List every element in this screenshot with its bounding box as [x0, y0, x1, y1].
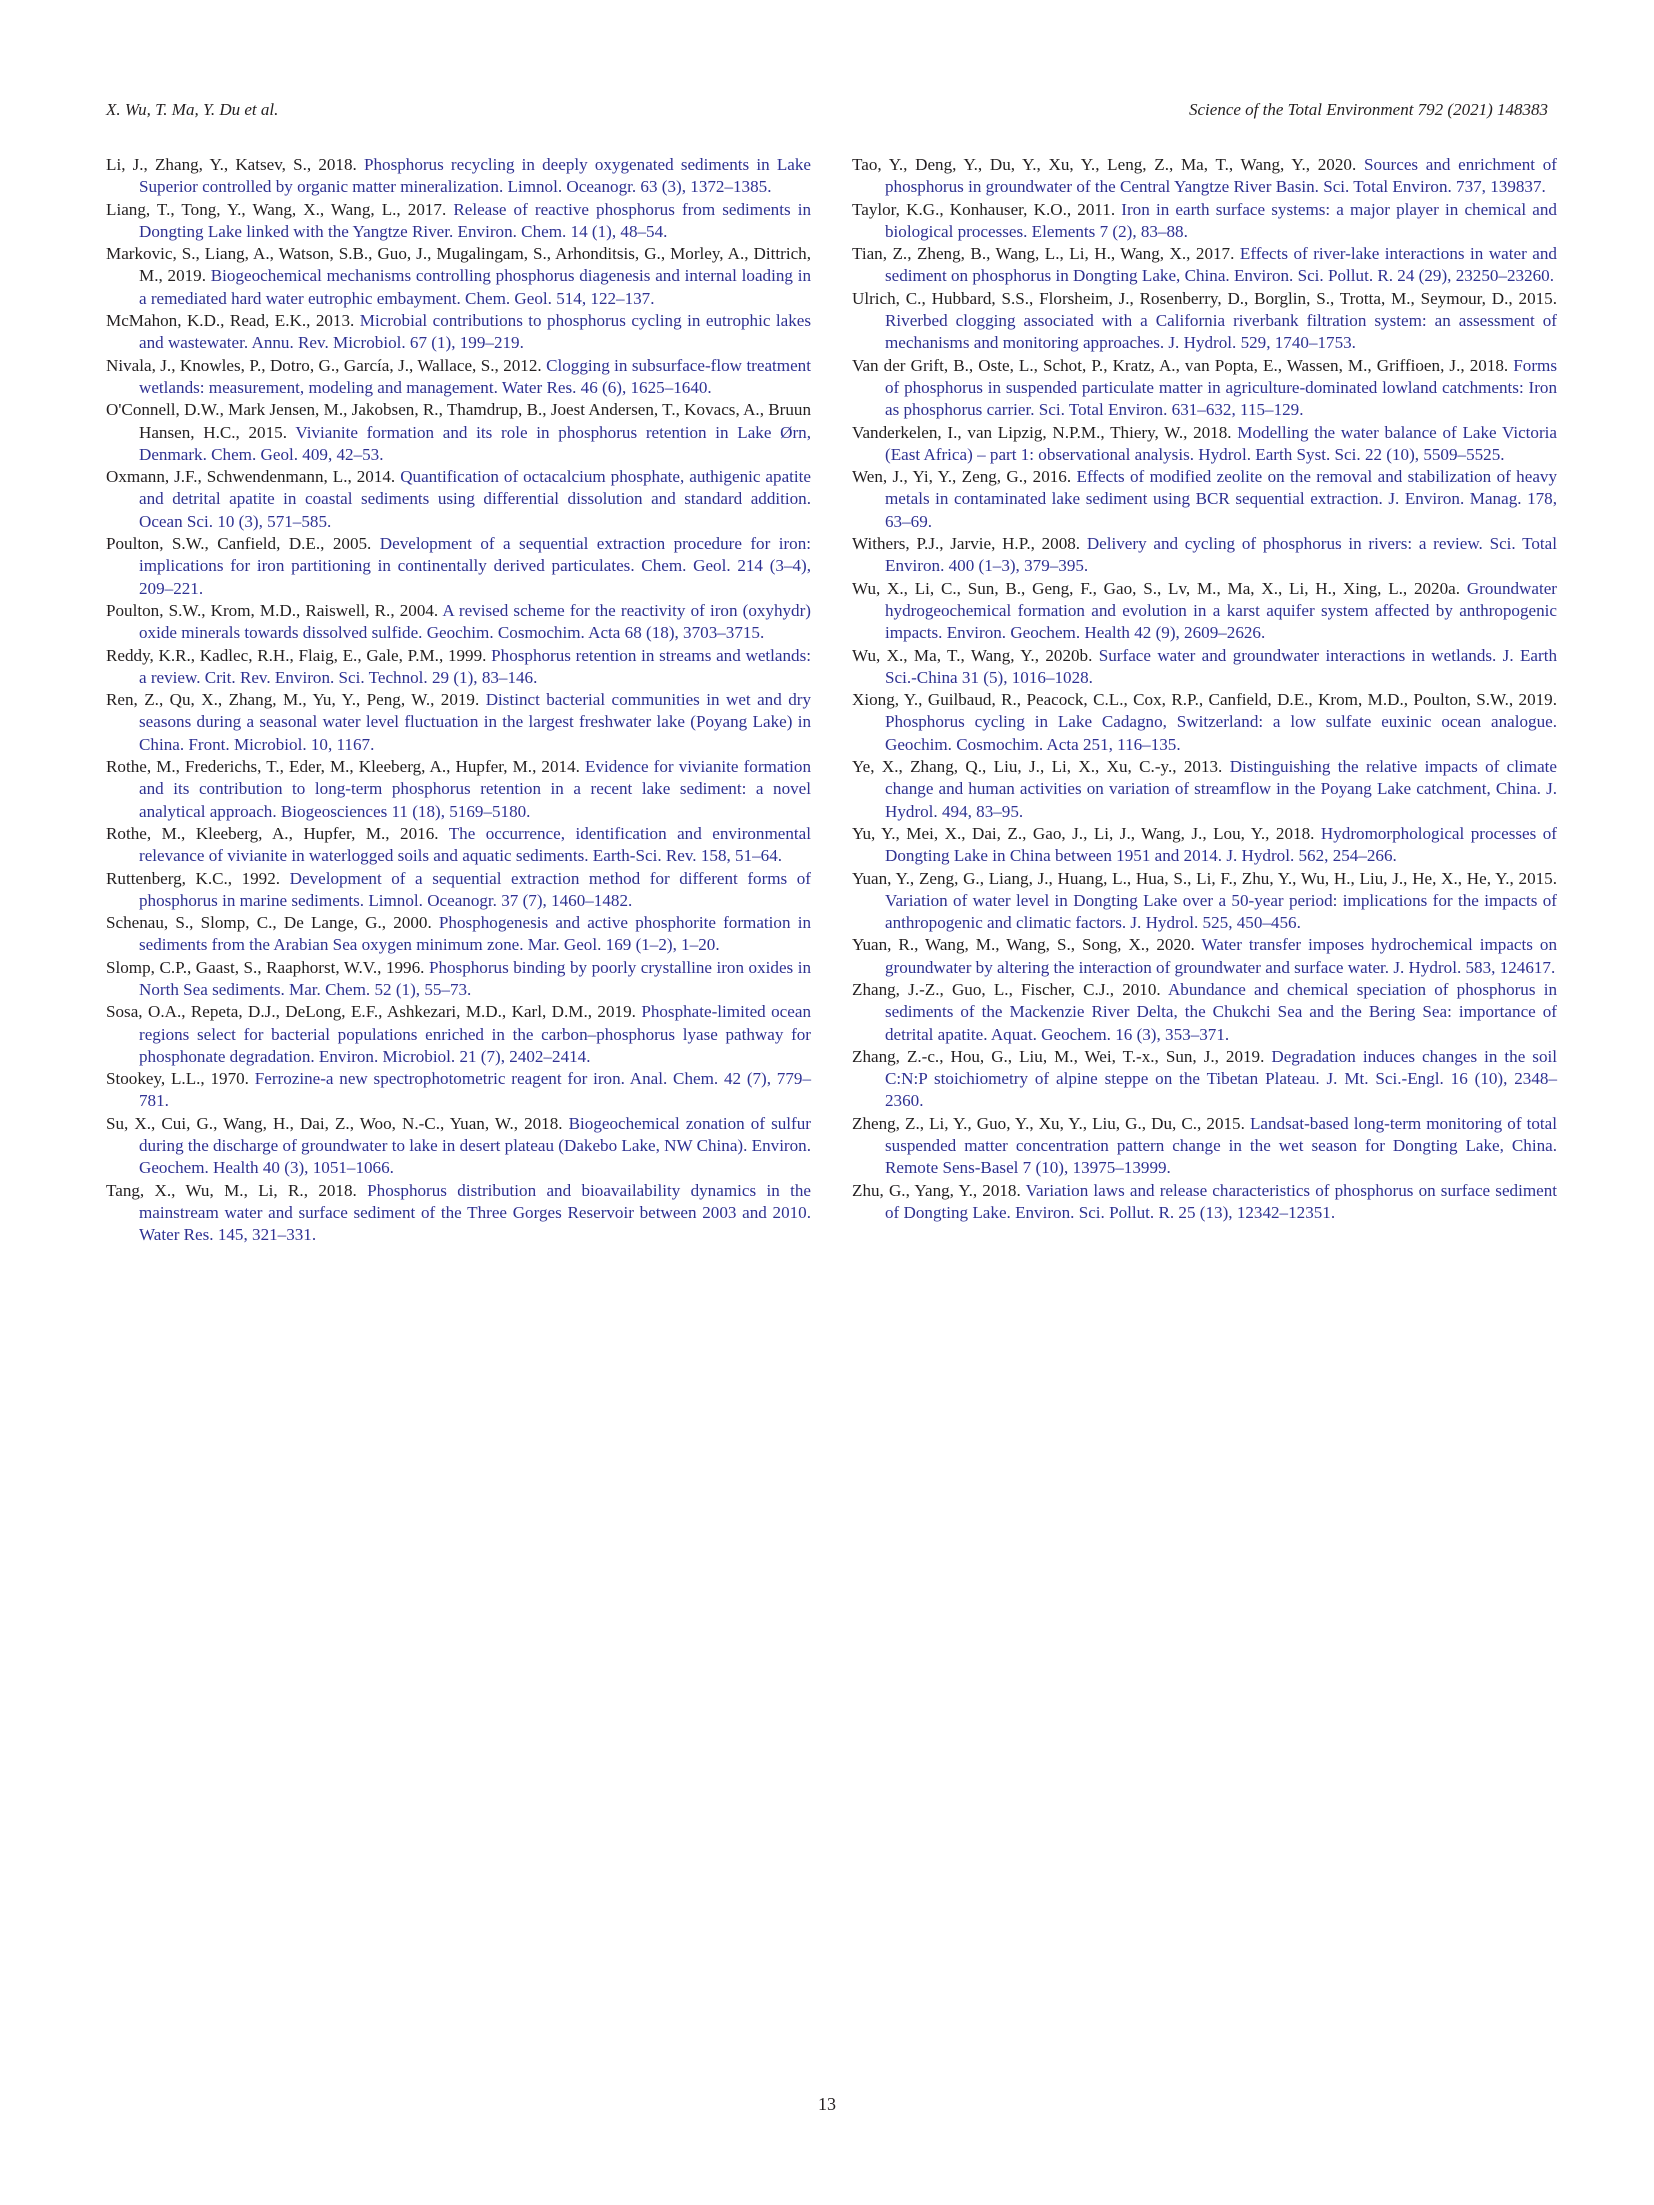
reference-link[interactable]: Microbial contributions to phosphorus cycling in eutrophic lakes and wastewater. Annu. Rev. Microbiol. 67 (1), 199–219.: [139, 311, 811, 353]
reference-entry: [852, 823, 1557, 868]
page-number: 13: [818, 2094, 836, 2114]
reference-authors: Reddy, K.R., Kadlec, R.H., Flaig, E., Gale, P.M., 1999.: [106, 645, 487, 665]
reference-entry: [852, 689, 1557, 756]
reference-entry: [852, 466, 1557, 533]
reference-link[interactable]: Distinct bacterial communities in wet and dry seasons during a seasonal water level fluctuation in the largest freshwater lake (Poyang Lake) in China. Front. Microbiol. 10, 1167.: [139, 690, 811, 754]
reference-authors: Tian, Z., Zheng, B., Wang, L., Li, H., Wang, X., 2017.: [852, 244, 1235, 264]
header-journal: Science of the Total Environment 792 (2021) 148383: [1189, 100, 1548, 119]
reference-entry: [852, 934, 1557, 979]
reference-entry: [106, 355, 811, 400]
reference-entry: [106, 868, 811, 913]
reference-authors: Su, X., Cui, G., Wang, H., Dai, Z., Woo, N.-C., Yuan, W., 2018.: [106, 1113, 563, 1133]
reference-entry: [852, 422, 1557, 467]
reference-link[interactable]: Iron in earth surface systems: a major player in chemical and biological processes. Elements 7 (2), 83–88.: [885, 199, 1557, 241]
reference-link[interactable]: Quantification of octacalcium phosphate, authigenic apatite and detrital apatite in coastal sediments using differential dissolution and standard addition. Ocean Sci. 10 (3), 571–585.: [139, 467, 811, 531]
reference-authors: Ulrich, C., Hubbard, S.S., Florsheim, J., Rosenberry, D., Borglin, S., Trotta, M., Seymour, D., 2015.: [852, 288, 1557, 308]
reference-entry: [106, 689, 811, 756]
reference-authors: Yuan, Y., Zeng, G., Liang, J., Huang, L., Hua, S., Li, F., Zhu, Y., Wu, H., Liu, J., He, X., He, Y., 2015.: [852, 868, 1557, 888]
reference-authors: Poulton, S.W., Canfield, D.E., 2005.: [106, 534, 372, 554]
header-authors: X. Wu, T. Ma, Y. Du et al.: [106, 100, 279, 119]
reference-link[interactable]: A revised scheme for the reactivity of iron (oxyhydr) oxide minerals towards dissolved sulfide. Geochim. Cosmochim. Acta 68 (18), 3703–3715.: [139, 600, 811, 643]
reference-link[interactable]: Sources and enrichment of phosphorus in groundwater of the Central Yangtze River Basin. Sci. Total Environ. 737, 139837.: [885, 155, 1557, 197]
reference-entry: [852, 355, 1557, 422]
reference-link[interactable]: Phosphate-limited ocean regions select for bacterial populations enriched in the carbon–phosphorus lyase pathway for phosphonate degradation. Environ. Microbiol. 21 (7), 2402–2414.: [139, 1002, 811, 1066]
reference-link[interactable]: Effects of river-lake interactions in water and sediment on phosphorus in Dongting Lake, China. Environ. Sci. Pollut. R. 24 (29), 23250–23260.: [885, 244, 1557, 286]
reference-link[interactable]: Ferrozine-a new spectrophotometric reagent for iron. Anal. Chem. 42 (7), 779–781.: [139, 1069, 811, 1111]
reference-link[interactable]: Variation of water level in Dongting Lake over a 50-year period: implications for the impacts of anthropogenic and climatic factors. J. Hydrol. 525, 450–456.: [885, 890, 1557, 933]
reference-authors: O'Connell, D.W., Mark Jensen, M., Jakobsen, R., Thamdrup, B., Joest Andersen, T., Kovacs, A., Bruun Hansen, H.C., 2015.: [106, 400, 811, 442]
reference-entry: [852, 1180, 1557, 1225]
reference-authors: Ruttenberg, K.C., 1992.: [106, 868, 281, 888]
reference-entry: [106, 756, 811, 823]
reference-link[interactable]: Effects of modified zeolite on the removal and stabilization of heavy metals in contaminated lake sediment using BCR sequential extraction. J. Environ. Manag. 178, 63–69.: [885, 467, 1558, 531]
reference-authors: Slomp, C.P., Gaast, S., Raaphorst, W.V., 1996.: [106, 957, 425, 977]
reference-entry: [106, 533, 811, 600]
reference-authors: Markovic, S., Liang, A., Watson, S.B., Guo, J., Mugalingam, S., Arhonditsis, G., Morley, A., Dittrich, M., 2019.: [106, 244, 811, 286]
reference-link[interactable]: The occurrence, identification and environmental relevance of vivianite in waterlogged soils and aquatic sediments. Earth-Sci. Rev. 158, 51–64.: [139, 823, 811, 866]
reference-authors: Yu, Y., Mei, X., Dai, Z., Gao, J., Li, J., Wang, J., Lou, Y., 2018.: [852, 823, 1315, 843]
reference-entry: [852, 154, 1557, 199]
reference-authors: Taylor, K.G., Konhauser, K.O., 2011.: [852, 199, 1116, 219]
references-left-column: [106, 154, 811, 1247]
reference-authors: Rothe, M., Kleeberg, A., Hupfer, M., 2016.: [106, 823, 439, 843]
reference-authors: Ye, X., Zhang, Q., Liu, J., Li, X., Xu, C.-y., 2013.: [852, 757, 1223, 777]
reference-link[interactable]: Clogging in subsurface-flow treatment wetlands: measurement, modeling and management. Water Res. 46 (6), 1625–1640.: [139, 355, 811, 397]
reference-entry: [106, 310, 811, 355]
reference-link[interactable]: Water transfer imposes hydrochemical impacts on groundwater by altering the interaction of groundwater and surface water. J. Hydrol. 583, 124617.: [885, 935, 1557, 977]
reference-link[interactable]: Evidence for vivianite formation and its contribution to long-term phosphorus retention in a recent lake sediment: a novel analytical approach. Biogeosciences 11 (18), 5169–5180.: [139, 757, 811, 821]
reference-authors: McMahon, K.D., Read, E.K., 2013.: [106, 311, 355, 331]
reference-authors: Van der Grift, B., Oste, L., Schot, P., Kratz, A., van Popta, E., Wassen, M., Griffioen, J., 2018.: [852, 355, 1509, 375]
reference-entry: [852, 199, 1557, 244]
reference-link[interactable]: Landsat-based long-term monitoring of total suspended matter concentration pattern change in the wet season for Dongting Lake, China. Remote Sens-Basel 7 (10), 13975–13999.: [885, 1113, 1558, 1178]
reference-link[interactable]: Biogeochemical mechanisms controlling phosphorus diagenesis and internal loading in a remediated hard water eutrophic embayment. Chem. Geol. 514, 122–137.: [139, 266, 811, 308]
reference-authors: Stookey, L.L., 1970.: [106, 1069, 249, 1089]
reference-authors: Ren, Z., Qu, X., Zhang, M., Yu, Y., Peng, W., 2019.: [106, 690, 480, 710]
reference-authors: Wen, J., Yi, Y., Zeng, G., 2016.: [852, 467, 1072, 487]
reference-authors: Zhu, G., Yang, Y., 2018.: [852, 1180, 1021, 1200]
reference-link[interactable]: Phosphorus recycling in deeply oxygenated sediments in Lake Superior controlled by organic matter mineralization. Limnol. Oceanogr. 63 (3), 1372–1385.: [139, 155, 811, 197]
reference-entry: [106, 1001, 811, 1068]
reference-entry: [852, 288, 1557, 355]
reference-link[interactable]: Variation laws and release characteristics of phosphorus on surface sediment of Dongting Lake. Environ. Sci. Pollut. R. 25 (13), 12342–12351.: [885, 1180, 1558, 1222]
reference-entry: [852, 979, 1557, 1046]
reference-link[interactable]: Degradation induces changes in the soil C:N:P stoichiometry of alpine steppe on the Tibetan Plateau. J. Mt. Sci.-Engl. 16 (10), 2348–2360.: [885, 1046, 1557, 1111]
reference-entry: [852, 645, 1557, 690]
reference-entry: [106, 243, 811, 310]
reference-link[interactable]: Release of reactive phosphorus from sediments in Dongting Lake linked with the Yangtze River. Environ. Chem. 14 (1), 48–54.: [139, 199, 811, 241]
reference-entry: [852, 243, 1557, 288]
reference-entry: [852, 1046, 1557, 1113]
reference-authors: Oxmann, J.F., Schwendenmann, L., 2014.: [106, 467, 396, 487]
running-header: [106, 100, 1548, 126]
reference-entry: [106, 466, 811, 533]
reference-link[interactable]: Abundance and chemical speciation of phosphorus in sediments of the Mackenzie River Delta, the Chukchi Sea and the Bering Sea: importance of detrital apatite. Aquat. Geochem. 16 (3), 353–371.: [885, 979, 1558, 1044]
reference-authors: Wu, X., Li, C., Sun, B., Geng, F., Gao, S., Lv, M., Ma, X., Li, H., Xing, L., 2020a.: [852, 578, 1461, 598]
reference-link[interactable]: Hydromorphological processes of Dongting Lake in China between 1951 and 2014. J. Hydrol. 562, 254–266.: [885, 823, 1557, 866]
reference-authors: Zheng, Z., Li, Y., Guo, Y., Xu, Y., Liu, G., Du, C., 2015.: [852, 1113, 1245, 1133]
reference-entry: [852, 756, 1557, 823]
reference-link[interactable]: Development of a sequential extraction procedure for iron: implications for iron partitioning in continentally derived particulates. Chem. Geol. 214 (3–4), 209–221.: [139, 534, 812, 598]
reference-link[interactable]: Development of a sequential extraction method for different forms of phosphorus in marine sediments. Limnol. Oceanogr. 37 (7), 1460–1482.: [139, 868, 811, 910]
reference-authors: Tao, Y., Deng, Y., Du, Y., Xu, Y., Leng, Z., Ma, T., Wang, Y., 2020.: [852, 155, 1357, 174]
reference-authors: Sosa, O.A., Repeta, D.J., DeLong, E.F., Ashkezari, M.D., Karl, D.M., 2019.: [106, 1002, 636, 1022]
reference-authors: Zhang, Z.-c., Hou, G., Liu, M., Wei, T.-x., Sun, J., 2019.: [852, 1046, 1265, 1066]
reference-entry: [852, 1113, 1557, 1180]
reference-entry: [106, 600, 811, 645]
reference-entry: [106, 823, 811, 868]
reference-authors: Nivala, J., Knowles, P., Dotro, G., García, J., Wallace, S., 2012.: [106, 355, 542, 375]
reference-link[interactable]: Distinguishing the relative impacts of climate change and human activities on variation of streamflow in the Poyang Lake catchment, China. J. Hydrol. 494, 83–95.: [885, 757, 1557, 821]
reference-link[interactable]: Groundwater hydrogeochemical formation and evolution in a karst aquifer system affected by anthropogenic impacts. Environ. Geochem. Health 42 (9), 2609–2626.: [885, 578, 1557, 643]
reference-authors: Schenau, S., Slomp, C., De Lange, G., 2000.: [106, 913, 432, 933]
reference-entry: [106, 1068, 811, 1113]
reference-authors: Li, J., Zhang, Y., Katsev, S., 2018.: [106, 155, 357, 174]
reference-authors: Tang, X., Wu, M., Li, R., 2018.: [106, 1180, 357, 1200]
references-right-column: [852, 154, 1557, 1224]
reference-authors: Vanderkelen, I., van Lipzig, N.P.M., Thiery, W., 2018.: [852, 422, 1232, 442]
reference-authors: Withers, P.J., Jarvie, H.P., 2008.: [852, 534, 1081, 554]
reference-entry: [852, 868, 1557, 935]
reference-authors: Xiong, Y., Guilbaud, R., Peacock, C.L., Cox, R.P., Canfield, D.E., Krom, M.D., Poulton, S.W., 2019.: [852, 690, 1557, 710]
reference-entry: [106, 199, 811, 244]
reference-authors: Liang, T., Tong, Y., Wang, X., Wang, L., 2017.: [106, 199, 447, 219]
reference-entry: [106, 1180, 811, 1247]
reference-entry: [106, 645, 811, 690]
reference-link[interactable]: Surface water and groundwater interactions in wetlands. J. Earth Sci.-China 31 (5), 1016–1028.: [885, 645, 1557, 687]
reference-entry: [106, 154, 811, 199]
reference-link[interactable]: Riverbed clogging associated with a California riverbank filtration system: an assessment of mechanisms and monitoring approaches. J. Hydrol. 529, 1740–1753.: [885, 311, 1557, 353]
reference-entry: [852, 533, 1557, 578]
reference-link[interactable]: Phosphogenesis and active phosphorite formation in sediments from the Arabian Sea oxygen minimum zone. Mar. Geol. 169 (1–2), 1–20.: [139, 913, 811, 955]
reference-authors: Rothe, M., Frederichs, T., Eder, M., Kleeberg, A., Hupfer, M., 2014.: [106, 757, 580, 777]
reference-link[interactable]: Delivery and cycling of phosphorus in rivers: a review. Sci. Total Environ. 400 (1–3), 379–395.: [885, 534, 1557, 576]
reference-entry: [106, 912, 811, 957]
reference-link[interactable]: Phosphorus binding by poorly crystalline iron oxides in North Sea sediments. Mar. Chem. 52 (1), 55–73.: [139, 957, 811, 999]
reference-link[interactable]: Vivianite formation and its role in phosphorus retention in Lake Ørn, Denmark. Chem. Geol. 409, 42–53.: [139, 422, 812, 464]
reference-authors: Poulton, S.W., Krom, M.D., Raiswell, R., 2004.: [106, 600, 439, 620]
reference-link[interactable]: Forms of phosphorus in suspended particulate matter in agriculture-dominated lowland catchments: Iron as phosphorus carrier. Sci. Total Environ. 631–632, 115–129.: [885, 355, 1557, 420]
reference-authors: Wu, X., Ma, T., Wang, Y., 2020b.: [852, 645, 1093, 665]
reference-entry: [852, 578, 1557, 645]
reference-link[interactable]: Phosphorus retention in streams and wetlands: a review. Crit. Rev. Environ. Sci. Technol. 29 (1), 83–146.: [139, 645, 811, 687]
reference-authors: Yuan, R., Wang, M., Wang, S., Song, X., 2020.: [852, 935, 1195, 955]
reference-entry: [106, 399, 811, 466]
reference-authors: Zhang, J.-Z., Guo, L., Fischer, C.J., 2010.: [852, 979, 1161, 999]
reference-link[interactable]: Modelling the water balance of Lake Victoria (East Africa) – part 1: observational analysis. Hydrol. Earth Syst. Sci. 22 (10), 5509–5525.: [885, 422, 1558, 464]
reference-link[interactable]: Phosphorus distribution and bioavailability dynamics in the mainstream water and surface sediment of the Three Gorges Reservoir between 2003 and 2010. Water Res. 145, 321–331.: [139, 1180, 811, 1245]
reference-link[interactable]: Biogeochemical zonation of sulfur during the discharge of groundwater to lake in desert plateau (Dakebo Lake, NW China). Environ. Geochem. Health 40 (3), 1051–1066.: [139, 1113, 811, 1178]
reference-entry: [106, 957, 811, 1002]
reference-entry: [106, 1113, 811, 1180]
reference-link[interactable]: Phosphorus cycling in Lake Cadagno, Switzerland: a low sulfate euxinic ocean analogue. Geochim. Cosmochim. Acta 251, 116–135.: [885, 712, 1557, 754]
